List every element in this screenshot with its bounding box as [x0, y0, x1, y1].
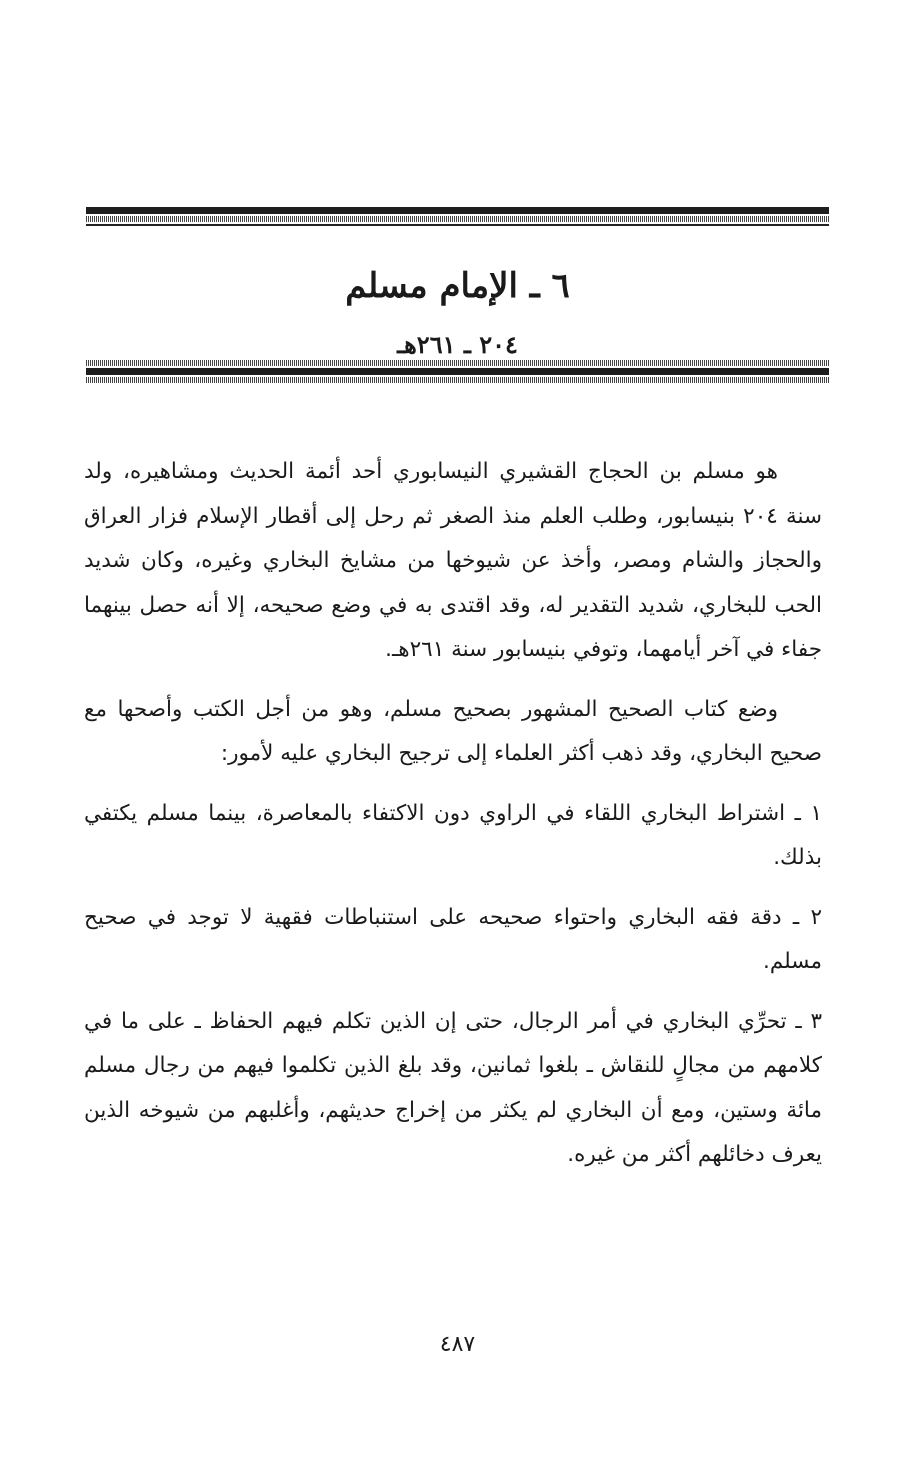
reason-item: ٢ ـ دقة فقه البخاري واحتواء صحيحه على استنباطات فقهية لا توجد في صحيح مسلم. — [84, 904, 822, 974]
page-number: ٤٨٧ — [439, 1332, 476, 1357]
thick-rule — [86, 207, 829, 214]
hatched-rule — [86, 360, 829, 366]
hatched-rule — [86, 377, 829, 383]
chapter-title: ٦ ـ الإمام مسلم — [345, 266, 570, 306]
reason-item: ١ ـ اشتراط البخاري اللقاء في الراوي دون الاكتفاء بالمعاصرة، بينما مسلم يكتفي بذلك. — [84, 800, 822, 870]
reason-item: ٣ ـ تحرِّي البخاري في أمر الرجال، حتى إن الذين تكلم فيهم الحفاظ ـ على ما في كلامهم من مجالٍ للنقاش ـ بلغوا ثمانين، وقد بلغ الذين تكلموا فيهم من رجال مسلم مائة وستين، ومع أن البخاري لم يكثر من إخراج حديثهم، وأغلبهم من شيوخه الذين يعرف دخائلهم أكثر من غيره. — [84, 1008, 822, 1167]
chapter-dates: ٢٠٤ ـ ٢٦١هـ — [397, 330, 518, 359]
thin-rule — [86, 224, 829, 226]
body-text — [84, 450, 822, 1193]
hatched-rule — [86, 216, 829, 222]
header-ornament-rule-bottom — [86, 358, 829, 385]
header-ornament-rule-top — [86, 207, 829, 226]
paragraph-biography: هو مسلم بن الحجاج القشيري النيسابوري أحد أئمة الحديث ومشاهيره، ولد سنة ٢٠٤ بنيسابور، وطلب العلم منذ الصغر ثم رحل إلى أقطار الإسلام فزار العراق والحجاز والشام ومصر، وأخذ عن شيوخها من مشايخ البخاري وغيره، وكان شديد الحب للبخاري، شديد التقدير له، وقد اقتدى به في وضع صحيحه، إلا أنه حصل بينهما جفاء في آخر أيامهما، وتوفي بنيسابور سنة ٢٦١هـ. — [84, 459, 822, 662]
paragraph-sahih: وضع كتاب الصحيح المشهور بصحيح مسلم، وهو من أجل الكتب وأصحها مع صحيح البخاري، وقد ذهب أكثر العلماء إلى ترجيح البخاري عليه لأمور: — [84, 696, 822, 766]
thick-rule — [86, 368, 829, 375]
